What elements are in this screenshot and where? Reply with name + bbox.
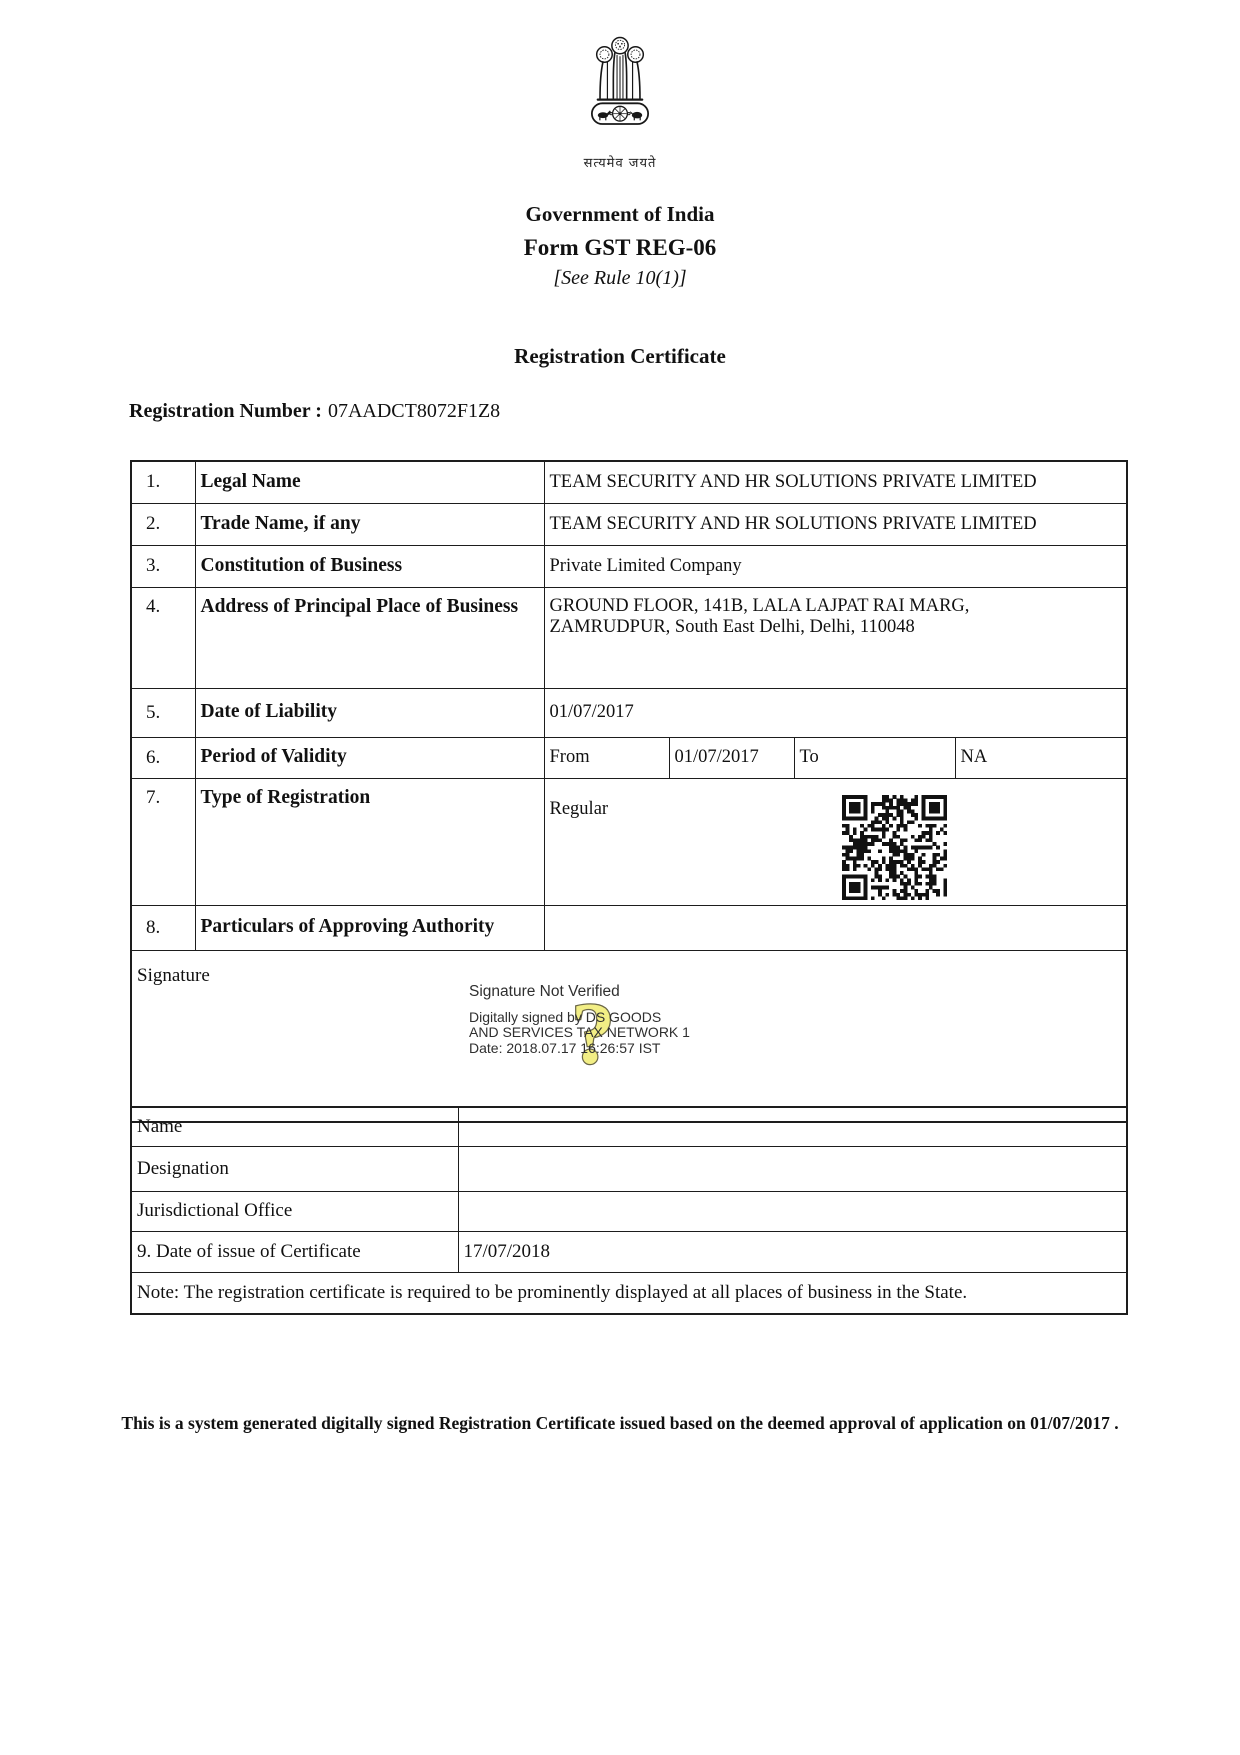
certificate-main-table — [130, 460, 1128, 1123]
field-label: Type of Registration — [195, 778, 544, 905]
field-label: Legal Name — [195, 461, 544, 503]
field-value: GROUND FLOOR, 141B, LALA LAJPAT RAI MARG, ZAMRUDPUR, South East Delhi, Delhi, 110048 — [544, 587, 1127, 688]
form-title: Form GST REG-06 — [523, 235, 717, 260]
field-label: Constitution of Business — [195, 545, 544, 587]
note-text: Note: The registration certificate is required to be prominently displayed at all places of business in the State. — [131, 1272, 1127, 1314]
field-value: 17/07/2018 — [458, 1231, 1127, 1272]
signature-label: Signature — [137, 964, 210, 986]
row-date-of-liability — [131, 688, 1127, 737]
field-label: Period of Validity — [195, 737, 544, 778]
field-label: Designation — [131, 1146, 458, 1191]
row-constitution — [131, 545, 1127, 587]
row-address — [131, 587, 1127, 688]
row-number: 2. — [131, 503, 195, 545]
row-jurisdictional-office — [131, 1191, 1127, 1231]
row-number: 4. — [131, 587, 195, 688]
field-value: TEAM SECURITY AND HR SOLUTIONS PRIVATE LIMITED — [544, 461, 1127, 503]
row-designation — [131, 1146, 1127, 1191]
row-number: 6. — [131, 737, 195, 778]
field-value — [544, 905, 1127, 950]
stamp-signed-by-line2: AND SERVICES TAX NETWORK 1 — [469, 1024, 690, 1040]
row-signature — [131, 950, 1127, 1122]
registration-number-label: Registration Number : — [129, 400, 322, 422]
row-type-of-registration — [131, 778, 1127, 905]
type-of-registration-content — [550, 787, 1122, 903]
emblem-motto: सत्यमेव जयते — [583, 156, 657, 171]
lion-capital-icon — [583, 34, 657, 146]
row-number: 1. — [131, 461, 195, 503]
row-number: 8. — [131, 905, 195, 950]
validity-to-label: To — [794, 737, 955, 778]
field-label: Date of Liability — [195, 688, 544, 737]
registration-number-value: 07AADCT8072F1Z8 — [327, 400, 501, 422]
stamp-status: Signature Not Verified — [469, 982, 620, 1000]
field-label: Trade Name, if any — [195, 503, 544, 545]
signature-area — [137, 959, 1121, 1119]
system-generated-disclaimer: This is a system generated digitally signed Registration Certificate issued based on the deemed approval of application on 01/07/2017 . — [121, 1413, 1119, 1433]
rule-reference: [See Rule 10(1)] — [553, 267, 687, 289]
field-label: Particulars of Approving Authority — [195, 905, 544, 950]
row-note — [131, 1272, 1127, 1314]
government-title: Government of India — [525, 202, 715, 226]
row-legal-name — [131, 461, 1127, 503]
field-value: Private Limited Company — [544, 545, 1127, 587]
certificate-title: Registration Certificate — [514, 344, 726, 368]
field-value: 01/07/2017 — [544, 688, 1127, 737]
field-label: Name — [131, 1107, 458, 1146]
qr-code — [842, 795, 947, 900]
validity-from-value: 01/07/2017 — [669, 737, 794, 778]
field-label: Address of Principal Place of Business — [195, 587, 544, 688]
row-number: 7. — [131, 778, 195, 905]
field-value-cell — [544, 778, 1127, 905]
row-name — [131, 1107, 1127, 1146]
stamp-date-line: Date: 2018.07.17 16:26:57 IST — [469, 1039, 661, 1056]
field-label: Jurisdictional Office — [131, 1191, 458, 1231]
field-value — [458, 1146, 1127, 1191]
signature-cell — [131, 950, 1127, 1122]
validity-from-label: From — [544, 737, 669, 778]
row-trade-name — [131, 503, 1127, 545]
registration-type-value: Regular — [549, 798, 609, 819]
registration-number-line — [129, 400, 500, 423]
row-number: 5. — [131, 688, 195, 737]
field-value — [458, 1107, 1127, 1146]
row-date-of-issue — [131, 1231, 1127, 1272]
row-period-of-validity — [131, 737, 1127, 778]
row-approving-authority — [131, 905, 1127, 950]
validity-to-value: NA — [955, 737, 1127, 778]
field-value: TEAM SECURITY AND HR SOLUTIONS PRIVATE LIMITED — [544, 503, 1127, 545]
question-mark-glyph: ? — [571, 988, 615, 1081]
india-emblem — [570, 34, 670, 171]
certificate-authority-table — [130, 1106, 1128, 1315]
stamp-signed-by-line1: Digitally signed by DS GOODS — [469, 1008, 662, 1025]
digital-signature-stamp — [469, 983, 690, 1057]
field-value — [458, 1191, 1127, 1231]
field-label: 9. Date of issue of Certificate — [131, 1231, 458, 1272]
row-number: 3. — [131, 545, 195, 587]
